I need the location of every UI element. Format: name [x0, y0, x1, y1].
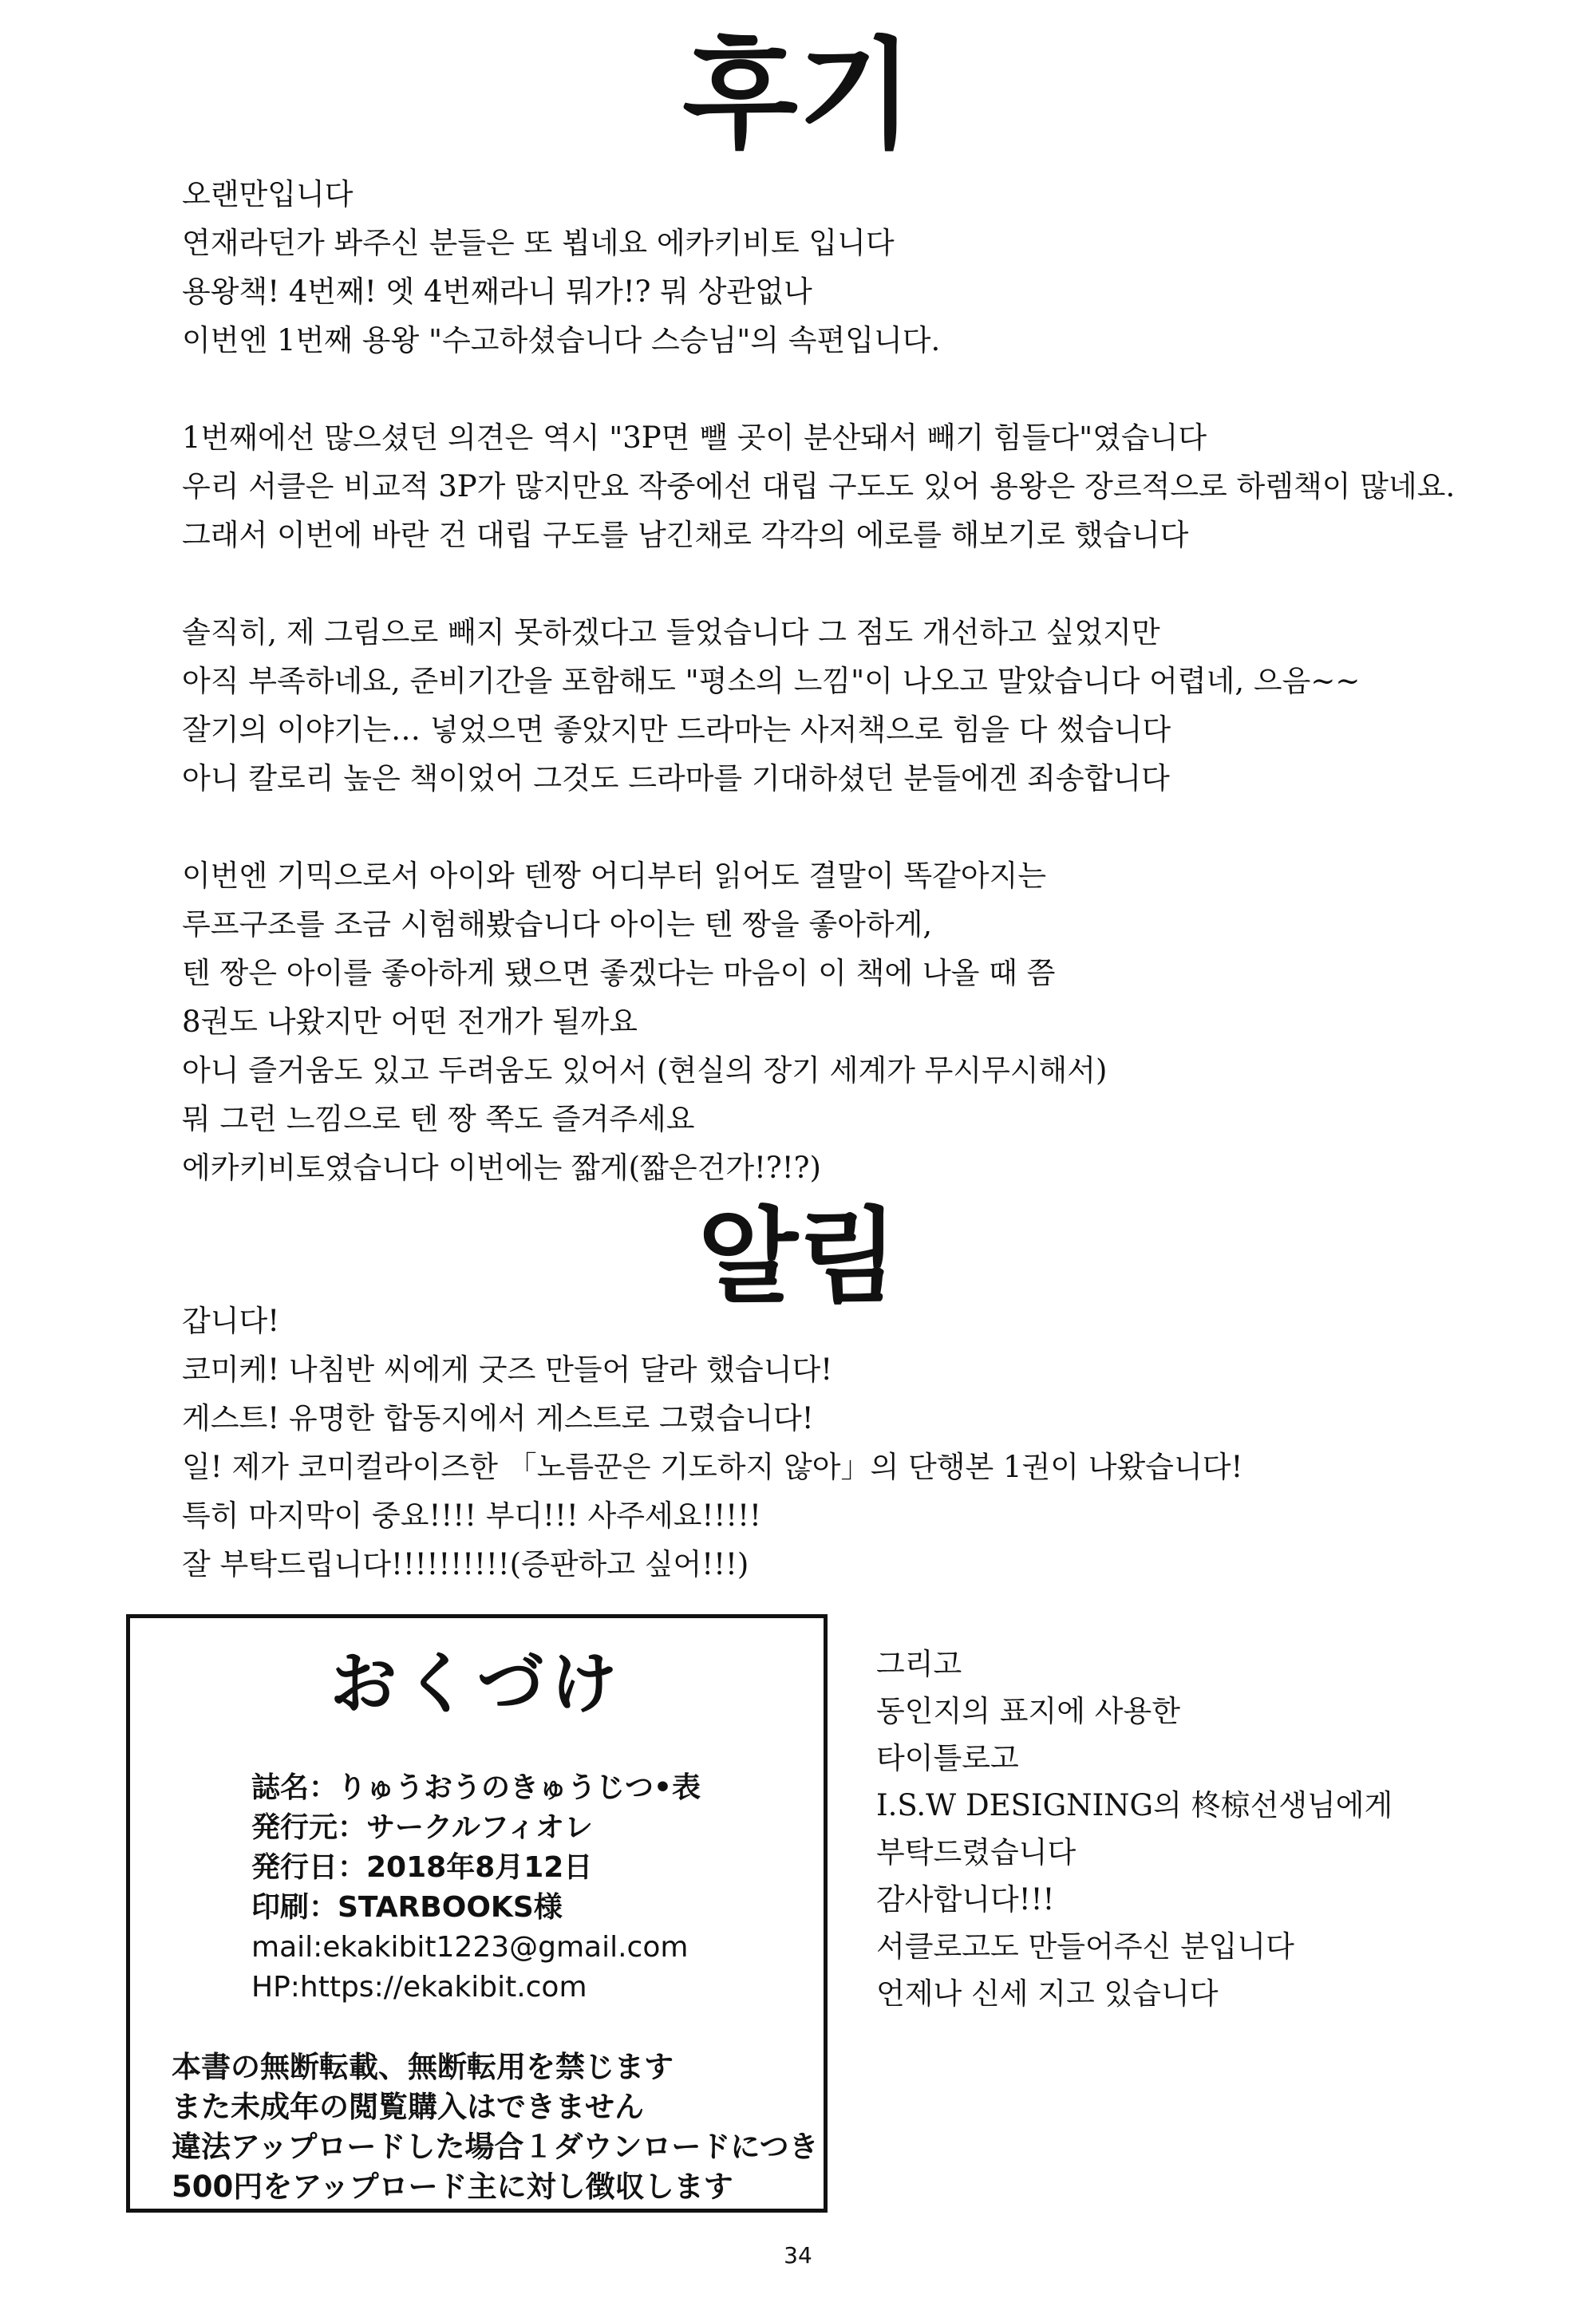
paragraph-gap: [182, 803, 1523, 851]
notice-line: 갑니다!: [182, 1304, 280, 1338]
notice-line: 게스트! 유명한 합동지에서 게스트로 그렸습니다!: [182, 1401, 814, 1435]
thanks-line: 감사합니다!!!: [876, 1882, 1055, 1917]
afterword-line: 텐 짱은 아이를 좋아하게 됐으면 좋겠다는 마음이 이 책에 나올 때 쯤: [182, 956, 1056, 990]
thanks-line: I.S.W DESIGNING의 柊椋선생님에게: [876, 1788, 1393, 1822]
thanks-line: 타이틀로고: [876, 1741, 1019, 1775]
notice-line: 일! 제가 코미컬라이즈한 「노름꾼은 기도하지 않아」의 단행본 1권이 나왔습니다!: [182, 1450, 1243, 1484]
thanks-note: [876, 1641, 1393, 2017]
notice-line: 코미케! 나침반 씨에게 굿즈 만들어 달라 했습니다!: [182, 1352, 833, 1387]
colophon-box: [126, 1614, 828, 2213]
afterword-line: 그래서 이번에 바란 건 대립 구도를 남긴채로 각각의 에로를 해보기로 했습니다: [182, 518, 1189, 552]
afterword-line: 연재라던가 봐주신 분들은 또 뵙네요 에카키비토 입니다: [182, 226, 895, 260]
page-number: 34: [784, 2242, 812, 2268]
notice-line: 잘 부탁드립니다!!!!!!!!!!(증판하고 싶어!!!): [182, 1547, 749, 1581]
legal-line: 違法アップロードした場合１ダウンロードにつき: [172, 2130, 819, 2164]
colophon-field-publisher: 発行元：サークルフィオレ: [251, 1811, 594, 1844]
thanks-line: 언제나 신세 지고 있습니다: [876, 1976, 1219, 2011]
afterword-line: 아니 칼로리 높은 책이었어 그것도 드라마를 기대하셨던 분들에겐 죄송합니다: [182, 761, 1170, 796]
afterword-line: 오랜만입니다: [182, 177, 354, 211]
thanks-line: 부탁드렸습니다: [876, 1835, 1077, 1870]
notice-title: 알림: [697, 1196, 899, 1317]
afterword-line: 아니 즐거움도 있고 두려움도 있어서 (현실의 장기 세계가 무시무시해서): [182, 1053, 1108, 1088]
legal-line: 本書の無断転載、無断転用を禁じます: [172, 2050, 674, 2084]
colophon-field-title: 誌名：りゅうおうのきゅうじつ•表: [251, 1771, 701, 1804]
afterword-line: 뭐 그런 느낌으로 텐 짱 쪽도 즐겨주세요: [182, 1102, 695, 1136]
notice-line: 특히 마지막이 중요!!!! 부디!!! 사주세요!!!!!: [182, 1498, 761, 1533]
colophon-fields: [251, 1768, 701, 2008]
colophon-legal: [172, 2047, 819, 2207]
afterword-line: 이번엔 기믹으로서 아이와 텐짱 어디부터 읽어도 결말이 똑같아지는: [182, 859, 1047, 893]
afterword-line: 에카키비토였습니다 이번에는 짧게(짧은건가!?!?): [182, 1151, 821, 1185]
afterword-body: [182, 170, 1523, 1192]
afterword-line: 솔직히, 제 그림으로 빼지 못하겠다고 들었습니다 그 점도 개선하고 싶었지만: [182, 615, 1160, 650]
legal-line: また未成年の閲覧購入はできません: [172, 2090, 644, 2124]
afterword-line: 이번엔 1번째 용왕 "수고하셨습니다 스승님"의 속편입니다.: [182, 323, 941, 357]
colophon-title: おくづけ: [330, 1644, 624, 1723]
colophon-field-mail: mail:ekakibit1223@gmail.com: [251, 1931, 689, 1964]
afterword-line: 잘기의 이야기는… 넣었으면 좋았지만 드라마는 사저책으로 힘을 다 썼습니다: [182, 713, 1171, 747]
afterword-title: 후기: [682, 26, 914, 165]
paragraph-gap: [182, 559, 1523, 608]
afterword-line: 우리 서클은 비교적 3P가 많지만요 작중에선 대립 구도도 있어 용왕은 장르적으로 하렘책이 많네요.: [182, 469, 1456, 503]
colophon-field-homepage: HP:https://ekakibit.com: [251, 1971, 587, 2004]
afterword-line: 용왕책! 4번째! 엣 4번째라니 뭐가!? 뭐 상관없나: [182, 274, 812, 309]
colophon-field-date: 発行日：2018年8月12日: [251, 1851, 593, 1884]
legal-line: 500円をアップロード主に対し徴収します: [172, 2170, 733, 2204]
thanks-line: 서클로고도 만들어주신 분입니다: [876, 1929, 1294, 1964]
thanks-line: 그리고: [876, 1647, 962, 1681]
thanks-line: 동인지의 표지에 사용한: [876, 1694, 1180, 1728]
afterword-line: 1번째에선 많으셨던 의견은 역시 "3P면 뺄 곳이 분산돼서 빼기 힘들다"였습니다: [182, 421, 1207, 455]
afterword-line: 루프구조를 조금 시험해봤습니다 아이는 텐 짱을 좋아하게,: [182, 907, 933, 942]
colophon-field-printer: 印刷：STARBOOKS様: [251, 1891, 563, 1924]
afterword-line: 8권도 나왔지만 어떤 전개가 될까요: [182, 1005, 638, 1039]
paragraph-gap: [182, 365, 1523, 413]
afterword-line: 아직 부족하네요, 준비기간을 포함해도 "평소의 느낌"이 나오고 말았습니다 어렵네, 으음~~: [182, 664, 1361, 698]
notice-body: [182, 1297, 1523, 1589]
